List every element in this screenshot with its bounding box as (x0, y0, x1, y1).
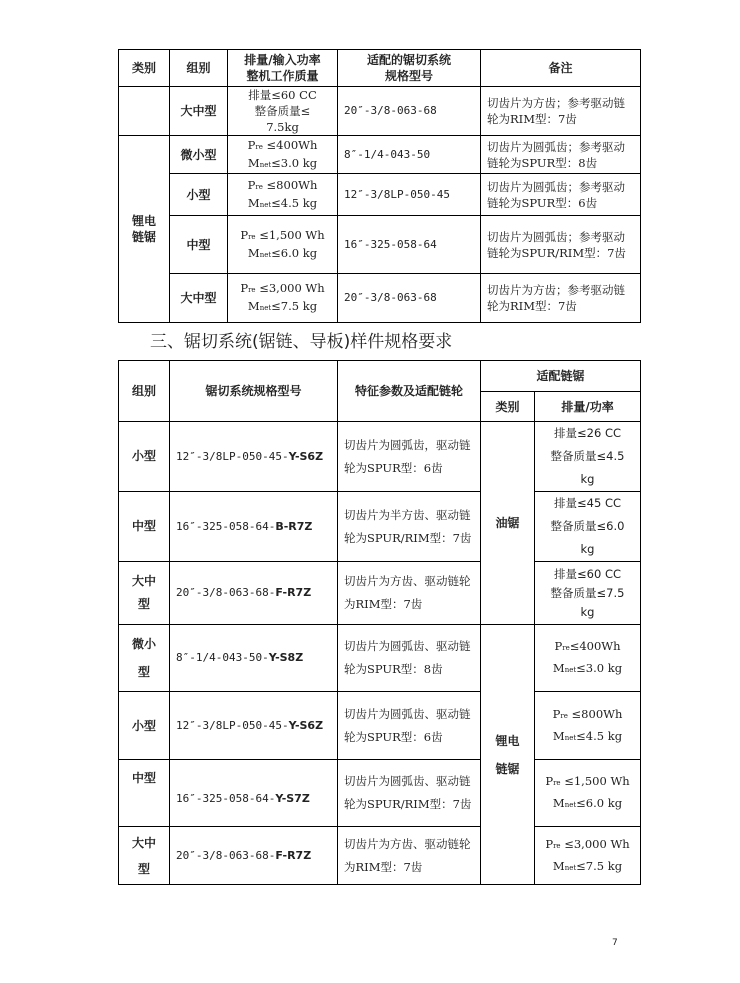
group-cell: 小型 (119, 692, 170, 760)
spec-cell: 12″-3/8LP-050-45-Y-S6Z (170, 422, 338, 492)
group-cell: 小型 (170, 174, 228, 216)
table-row (119, 136, 641, 174)
remark-cell: 切齿片为圆弧齿；参考驱动链轮为SPUR/RIM型：7齿 (481, 216, 641, 274)
table-row (119, 422, 641, 492)
feature-cell: 切齿片为方齿、驱动链轮为RIM型：7齿 (338, 562, 481, 625)
header-saw-system: 适配的锯切系统 规格型号 (338, 50, 481, 87)
spec-cell: 12″-3/8LP-050-45-Y-S6Z (170, 692, 338, 760)
group-cell: 大中型 (170, 87, 228, 136)
power-cell: 排量≤45 CC 整备质量≤6.0 kg (535, 492, 641, 562)
table-row (119, 274, 641, 323)
power-cell: Pre ≤400Wh Mnet≤3.0 kg (228, 136, 338, 174)
group-cell: 微小型 (170, 136, 228, 174)
feature-cell: 切齿片为半方齿、驱动链轮为SPUR/RIM型：7齿 (338, 492, 481, 562)
page-number: 7 (612, 938, 618, 948)
header-spec: 锯切系统规格型号 (170, 361, 338, 422)
category-cell-lithium: 锂电 链锯 (481, 625, 535, 885)
header-category: 类别 (119, 50, 170, 87)
group-cell: 中型 (119, 760, 170, 827)
header-group: 组别 (119, 361, 170, 422)
spec-cell: 20″-3/8-063-68-F-R7Z (170, 562, 338, 625)
spec-cell: 16″-325-058-64-B-R7Z (170, 492, 338, 562)
header-group: 组别 (170, 50, 228, 87)
remark-cell: 切齿片为圆弧齿；参考驱动链轮为SPUR型：6齿 (481, 174, 641, 216)
spec-cell: 16″-325-058-64 (338, 216, 481, 274)
power-cell: Pre ≤800Wh Mnet≤4.5 kg (228, 174, 338, 216)
header-features: 特征参数及适配链轮 (338, 361, 481, 422)
power-cell: Pre ≤1,500 Wh Mnet≤6.0 kg (228, 216, 338, 274)
remark-cell: 切齿片为方齿；参考驱动链轮为RIM型：7齿 (481, 274, 641, 323)
spec-cell: 20″-3/8-063-68 (338, 274, 481, 323)
header-fit-saw: 适配链锯 (481, 361, 641, 392)
table-row (119, 827, 641, 885)
header-power: 排量/输入功率 整机工作质量 (228, 50, 338, 87)
feature-cell: 切齿片为圆弧齿，驱动链轮为SPUR型：6齿 (338, 422, 481, 492)
group-cell: 中型 (170, 216, 228, 274)
table-row (119, 625, 641, 692)
group-cell: 大中 型 (119, 562, 170, 625)
section-title: 三、锯切系统(锯链、导板)样件规格要求 (150, 332, 453, 352)
power-cell: Pre ≤1,500 Wh Mnet≤6.0 kg (535, 760, 641, 827)
header-power: 排量/功率 (535, 392, 641, 422)
table-row (119, 562, 641, 625)
category-cell-empty (119, 87, 170, 136)
power-cell: 排量≤60 CC 整备质量≤7.5 kg (535, 562, 641, 625)
remark-cell: 切齿片为圆弧齿；参考驱动链轮为SPUR型：8齿 (481, 136, 641, 174)
feature-cell: 切齿片为圆弧齿、驱动链轮为SPUR型：6齿 (338, 692, 481, 760)
spec-cell: 20″-3/8-063-68-F-R7Z (170, 827, 338, 885)
power-cell: 排量≤26 CC 整备质量≤4.5 kg (535, 422, 641, 492)
remark-cell: 切齿片为方齿；参考驱动链轮为RIM型：7齿 (481, 87, 641, 136)
power-cell: Pre ≤3,000 Wh Mnet≤7.5 kg (228, 274, 338, 323)
table-row (119, 692, 641, 760)
category-cell-lithium: 锂电 链锯 (119, 136, 170, 323)
table-row (119, 174, 641, 216)
spec-table-1 (118, 49, 641, 323)
power-cell: Pre≤400Wh Mnet≤3.0 kg (535, 625, 641, 692)
power-cell: Pre ≤3,000 Wh Mnet≤7.5 kg (535, 827, 641, 885)
feature-cell: 切齿片为方齿、驱动链轮为RIM型：7齿 (338, 827, 481, 885)
power-cell: 排量≤60 CC 整备质量≤ 7.5kg (228, 87, 338, 136)
table-row (119, 87, 641, 136)
group-cell: 大中型 (170, 274, 228, 323)
spec-cell: 8″-1/4-043-50 (338, 136, 481, 174)
header-category: 类别 (481, 392, 535, 422)
group-cell: 中型 (119, 492, 170, 562)
feature-cell: 切齿片为圆弧齿、驱动链轮为SPUR/RIM型：7齿 (338, 760, 481, 827)
group-cell: 微小 型 (119, 625, 170, 692)
spec-table-2 (118, 360, 641, 885)
spec-cell: 8″-1/4-043-50-Y-S8Z (170, 625, 338, 692)
table-row (119, 216, 641, 274)
group-cell: 小型 (119, 422, 170, 492)
group-cell: 大中 型 (119, 827, 170, 885)
table-row (119, 492, 641, 562)
header-remarks: 备注 (481, 50, 641, 87)
table-row (119, 760, 641, 827)
feature-cell: 切齿片为圆弧齿、驱动链轮为SPUR型：8齿 (338, 625, 481, 692)
spec-cell: 12″-3/8LP-050-45 (338, 174, 481, 216)
power-cell: Pre ≤800Wh Mnet≤4.5 kg (535, 692, 641, 760)
spec-cell: 20″-3/8-063-68 (338, 87, 481, 136)
category-cell-oil: 油锯 (481, 422, 535, 625)
spec-cell: 16″-325-058-64-Y-S7Z (170, 760, 338, 827)
